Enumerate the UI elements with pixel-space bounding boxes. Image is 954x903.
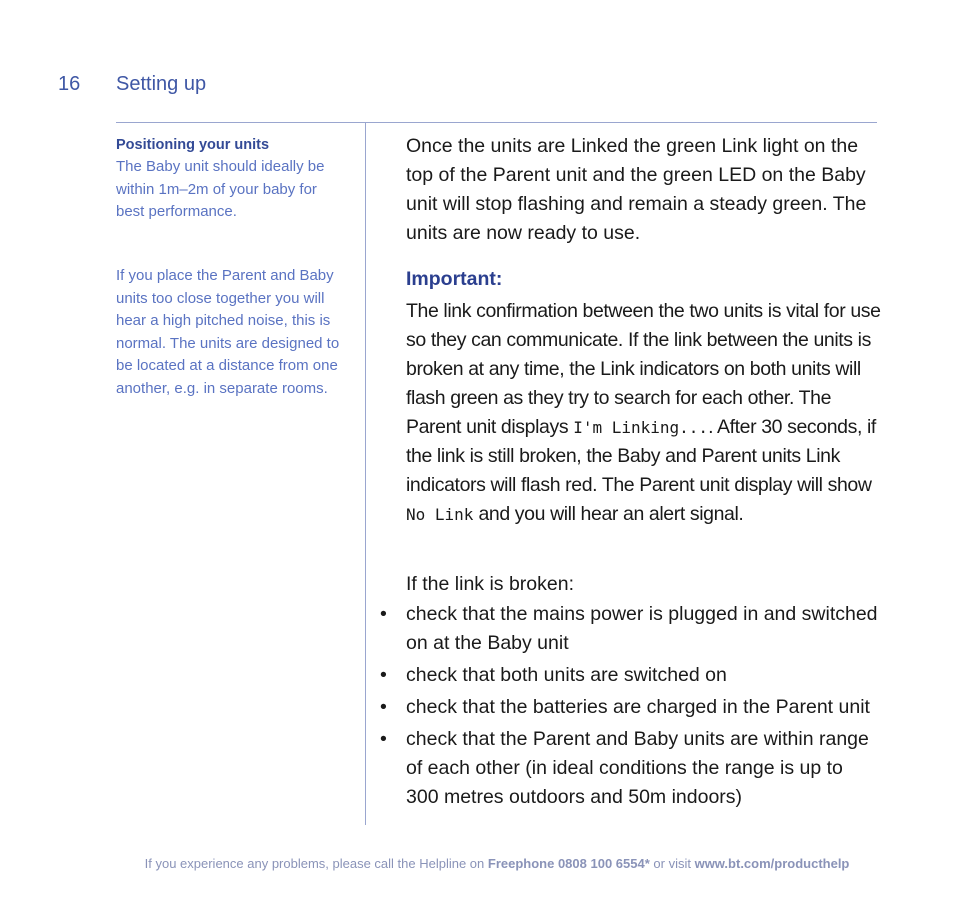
list-item: • check that the mains power is plugged in and switched on at the Baby unit — [380, 600, 880, 658]
header-divider — [116, 122, 877, 123]
bullet-icon: • — [380, 728, 387, 750]
important-text-a: The link confirmation between the two units is vital for use so they can communicate. If the link between the units is broken at any time, the Link indicators on both units will flash green as they try to search for each other. The Parent unit displays — [406, 300, 881, 438]
page-number: 16 — [58, 73, 81, 95]
intro-paragraph: Once the units are Linked the green Link light on the top of the Parent unit and the green LED on the Baby unit will stop flashing and remain a steady green. The units are now ready to use. — [406, 135, 867, 244]
column-divider — [365, 123, 366, 825]
sidebar-paragraph-2: If you place the Parent and Baby units too close together you will hear a high pitched noise, this is normal. The units are designed to be located at a distance from one another, e.g. in separate rooms. — [116, 267, 340, 397]
list-item: • check that the batteries are charged in the Parent unit — [380, 693, 880, 722]
important-paragraph — [406, 297, 884, 529]
sidebar-heading: Positioning your units — [116, 137, 270, 153]
important-text-c: and you will hear an alert signal. — [473, 503, 744, 525]
bullet-icon: • — [380, 696, 387, 718]
help-url: www.bt.com/producthelp — [694, 856, 850, 871]
display-nolink-text: No Link — [406, 505, 474, 524]
sidebar-note-positioning — [116, 134, 348, 224]
troubleshooting-list — [380, 600, 880, 815]
list-item: • check that both units are switched on — [380, 661, 880, 690]
sidebar-paragraph-1: The Baby unit should ideally be within 1m–2m of your baby for best performance. — [116, 158, 325, 221]
bullet-icon: • — [380, 603, 387, 625]
helpline-phone: Freephone 0808 100 6554* — [487, 856, 650, 871]
helpline-footer: If you experience any problems, please call the Helpline on Freephone 0808 100 6554* or visit www.bt.com/producthelp — [144, 856, 850, 871]
display-linking-text: I'm Linking... — [573, 418, 709, 437]
section-title: Setting up — [116, 73, 207, 95]
important-heading: Important: — [406, 268, 503, 290]
bullet-icon: • — [380, 664, 387, 686]
important-text-b: . After 30 seconds, if the link is still broken, the Baby and Parent units Link indicators will flash red. The Parent unit display will show — [406, 416, 876, 496]
list-item: • check that the Parent and Baby units are within range of each other (in ideal conditions the range is up to 300 metres outdoors and 50m indoors) — [380, 725, 880, 812]
broken-intro: If the link is broken: — [406, 573, 574, 595]
